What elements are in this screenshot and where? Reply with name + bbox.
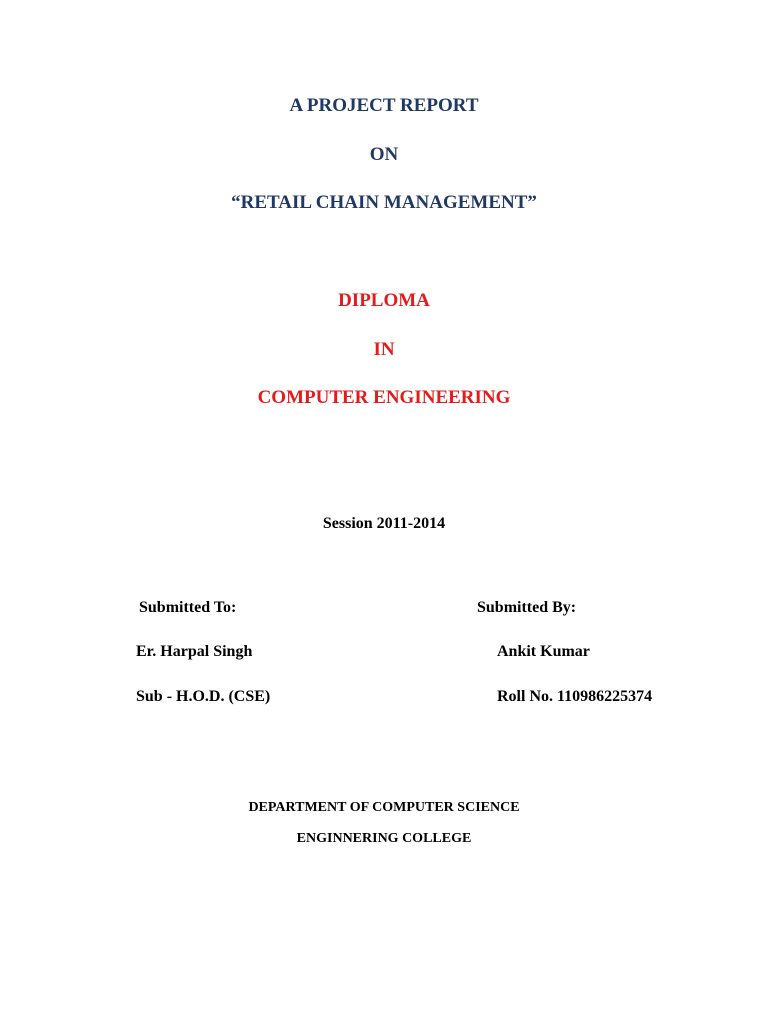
submitted-by-heading: Submitted By: [477, 599, 577, 616]
course-line-branch: COMPUTER ENGINEERING [257, 387, 511, 408]
submitted-to-heading: Submitted To: [139, 599, 237, 616]
department-text: DEPARTMENT OF COMPUTER SCIENCE [248, 800, 520, 815]
submitted-by-roll: Roll No. 110986225374 [497, 688, 653, 705]
session-text: Session 2011-2014 [322, 515, 446, 532]
title-line-project-name: “RETAIL CHAIN MANAGEMENT” [231, 192, 537, 213]
course-line-in: IN [373, 339, 395, 360]
title-line-on: ON [369, 144, 399, 165]
submitted-by-name: Ankit Kumar [497, 643, 590, 660]
title-line-project-report: A PROJECT REPORT [289, 95, 479, 116]
college-text: ENGINNERING COLLEGE [296, 831, 472, 846]
course-line-diploma: DIPLOMA [338, 290, 430, 311]
submitted-to-name: Er. Harpal Singh [136, 643, 253, 660]
submitted-to-designation: Sub - H.O.D. (CSE) [136, 688, 271, 705]
